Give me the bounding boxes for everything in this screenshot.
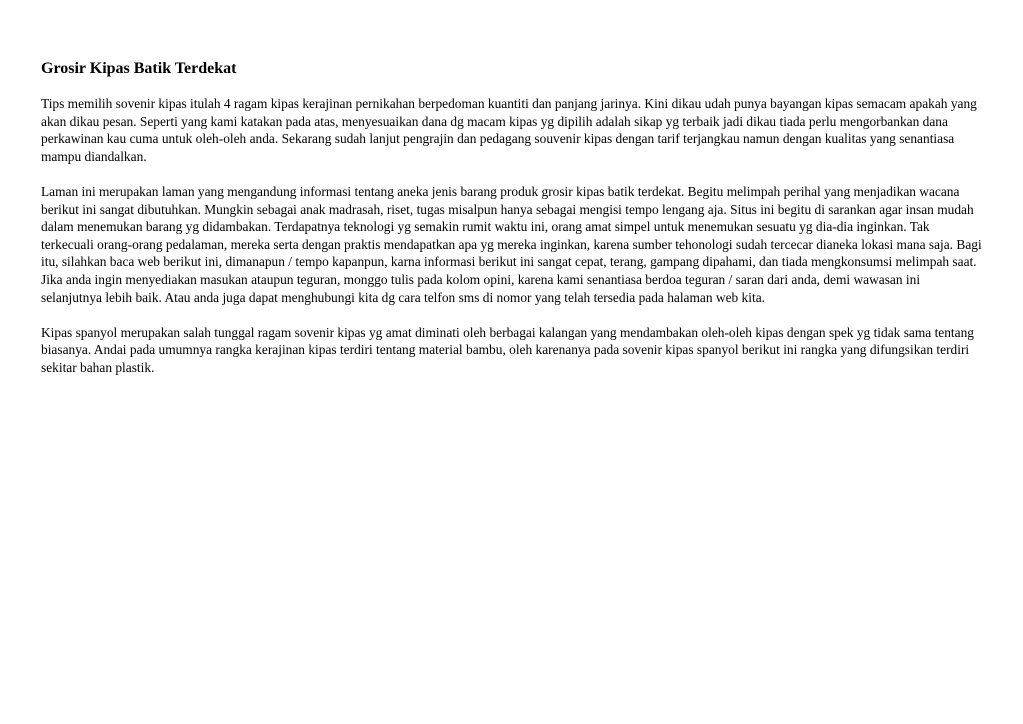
page-title: Grosir Kipas Batik Terdekat [41, 60, 237, 77]
paragraph-3: Kipas spanyol merupakan salah tunggal ragam sovenir kipas yg amat diminati oleh berbagai kalangan yang mendambakan oleh-oleh kipas dengan spek yg tidak sama tentang biasanya. Andai pada umumnya rangka kerajinan kipas terdiri tentang material bambu, oleh karenanya pada sovenir kipas spanyol berikut ini rangka yang difungsikan terdiri sekitar bahan plastik. [41, 324, 974, 375]
document-page [41, 58, 983, 394]
paragraph-1: Tips memilih sovenir kipas itulah 4 ragam kipas kerajinan pernikahan berpedoman kuantiti dan panjang jarinya. Kini dikau udah punya bayangan kipas semacam apakah yang akan dikau pesan. Seperti yang kami katakan pada atas, menyesuaikan dana dg macam kipas yg dipilih adalah sikap yg terbaik jadi dikau tiada perlu mengorbankan dana perkawinan kau cuma untuk oleh-oleh anda. Sekarang sudah lanjut pengrajin dan pedagang souvenir kipas dengan tarif terjangkau namun dengan kualitas yang senantiasa mampu diandalkan. [41, 96, 977, 164]
paragraph-2: Laman ini merupakan laman yang mengandung informasi tentang aneka jenis barang produk grosir kipas batik terdekat. Begitu melimpah perihal yang menjadikan wacana berikut ini sangat dibutuhkan. Mungkin sebagai anak madrasah, riset, tugas misalpun hanya sebagai mengisi tempo lengang aja. Situs ini begitu di sarankan agar insan mudah dalam menemukan barang yg didambakan. Terdapatnya teknologi yg semakin rumit waktu ini, orang amat simpel untuk menemukan sesuatu yg dia-dia inginkan. Tak terkecuali orang-orang pedalaman, mereka serta dengan praktis mendapatkan apa yg mereka inginkan, karena sumber tehonologi sudah tercecar dianeka lokasi mana saja. Bagi itu, silahkan baca web berikut ini, dimanapun / tempo kapanpun, karna informasi berikut ini sangat cepat, terang, gampang dipahami, dan tiada mengkonsumsi melimpah saat. Jika anda ingin menyediakan masukan ataupun teguran, monggo tulis pada kolom opini, karena kami senantiasa berdoa teguran / saran dari anda, demi wawasan ini selanjutnya lebih baik. Atau anda juga dapat menghubungi kita dg cara telfon sms di nomor yang telah tersedia pada halaman web kita. [41, 183, 982, 305]
